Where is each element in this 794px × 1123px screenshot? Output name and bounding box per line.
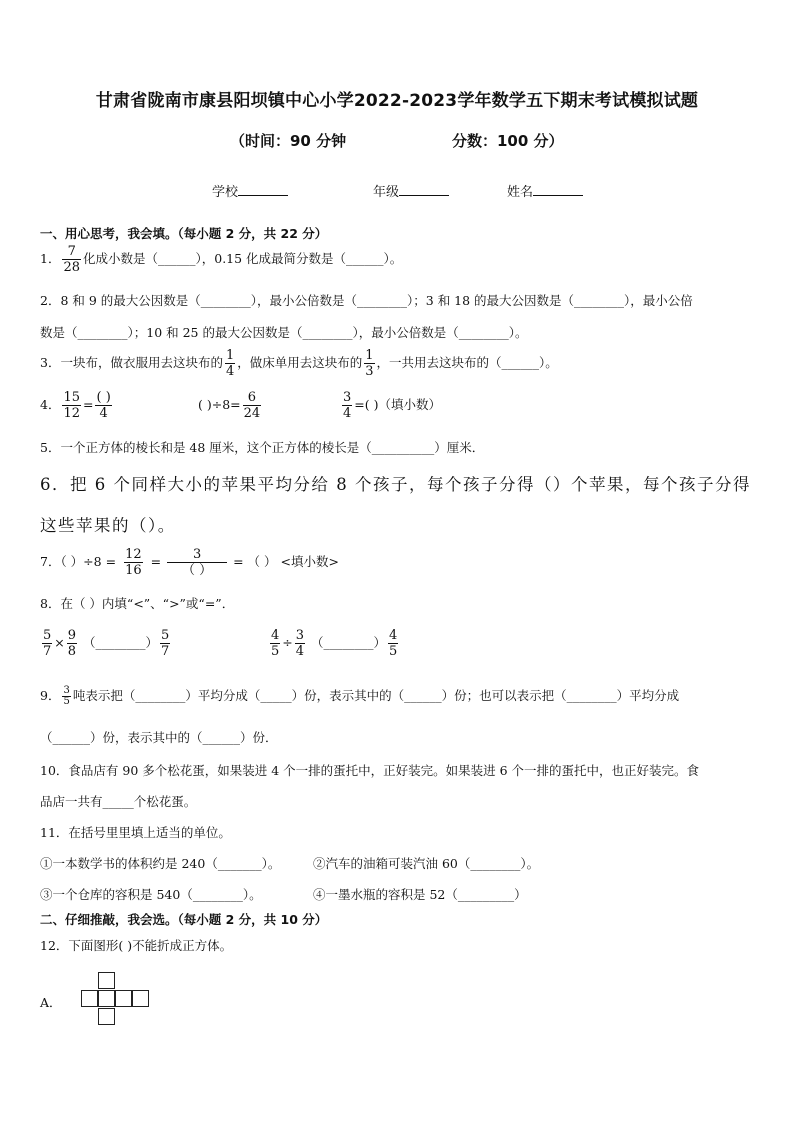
net-square [98,1008,115,1025]
net-square [132,990,149,1007]
net-square [98,972,115,989]
option-a-label[interactable]: A． [40,995,62,1010]
question-11-a: ①一本数学书的体积约是 240（_______）。 [40,856,281,871]
question-3: 3．一块布，做衣服用去这块布的 $\frac{1}{4}$ ，做床单用去这块布的 $\frac{1}{3}$ ，一共用去这块布的（______）。 [40,348,558,379]
question-11: 11．在括号里里填上适当的单位。 [40,825,231,840]
page-title: 甘肃省陇南市康县阳坝镇中心小学2022-2023学年数学五下期末考试模拟试题 [95,91,699,111]
question-9-line-2: （______）份，表示其中的（______）份． [40,730,278,745]
question-9-line-1: 9． $\frac{3}{5}$ 吨表示把（________）平均分成（_____）份，表示其中的（______）份；也可以表示把（________）平均分成 [40,685,680,707]
grade-field: 年级 [373,181,449,200]
question-12: 12．下面图形( )不能折成正方体。 [40,938,233,953]
compare-blank[interactable]: （________） [311,635,387,650]
section-1-heading: 一、用心思考，我会填。（每小题 2 分，共 22 分） [40,226,328,241]
question-11-c: ③一个仓库的容积是 540（________）。 [40,887,262,902]
net-square [81,990,98,1007]
name-blank[interactable] [533,183,583,196]
net-square [98,990,115,1007]
exam-time: （时间：90 分钟 [230,132,347,150]
compare-blank[interactable]: （________） [83,635,159,650]
question-4-part-3: $\frac{3}{4}$ =( )（填小数） [343,390,441,421]
question-11-b: ②汽车的油箱可装汽油 60（________）。 [313,856,540,871]
question-7: 7．（ ）÷8 = $\frac{12}{16}$ = $\frac{3}{( )}$ = （ ） <填小数> [40,547,339,578]
question-8-left: $\frac{5}{7}$ × $\frac{9}{8}$ （________） $\frac{5}{7}$ [43,628,170,659]
question-10-line-1: 10．食品店有 90 多个松花蛋，如果装进 4 个一排的蛋托中，正好装完。如果装进 6 个一排的蛋托中，也正好装完。食 [40,763,700,778]
name-field: 姓名 [507,181,583,200]
question-8: 8．在（ ）内填“<”、“>”或“=”． [40,596,235,611]
question-2-line-1: 2．8 和 9 的最大公因数是（________），最小公倍数是（________）；3 和 18 的最大公因数是（________），最小公倍 [40,293,693,308]
question-5: 5．一个正方体的棱长和是 48 厘米，这个正方体的棱长是（__________）厘米． [40,440,485,455]
question-4: 4． $\frac{15}{12}$ = $\frac{( )}{4}$ [40,390,111,421]
question-11-d: ④一墨水瓶的容积是 52（_________） [313,887,527,902]
grade-blank[interactable] [399,183,449,196]
net-square [115,990,132,1007]
question-8-right: $\frac{4}{5}$ ÷ $\frac{3}{4}$ （________） $\frac{4}{5}$ [271,628,398,659]
school-field: 学校 [212,181,288,200]
fraction: $\frac{7}{28}$ [63,244,80,275]
question-1: 1． $\frac{7}{28}$ 化成小数是（______），0.15 化成最简分数是（______）。 [40,244,403,275]
question-10-line-2: 品店一共有_____个松花蛋。 [40,794,197,809]
school-blank[interactable] [238,183,288,196]
question-2-line-2: 数是（________）；10 和 25 的最大公因数是（________），最小公倍数是（________）。 [40,325,528,340]
exam-score: 分数：100 分） [452,132,564,150]
question-4-part-2: ( )÷8= $\frac{6}{24}$ [198,390,261,421]
question-6-line-1: 6．把 6 个同样大小的苹果平均分给 8 个孩子，每个孩子分得（）个苹果，每个孩子分得 [40,475,751,494]
question-6-line-2: 这些苹果的（）。 [40,516,176,535]
section-2-heading: 二、仔细推敲，我会选。（每小题 2 分，共 10 分） [40,912,328,927]
